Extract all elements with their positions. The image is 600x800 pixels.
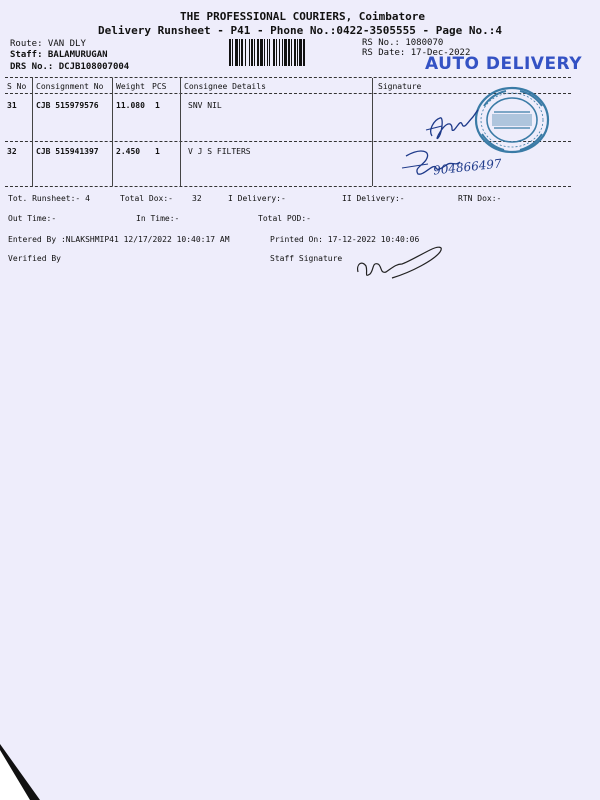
row-sno: 32 — [7, 147, 17, 156]
col-header-weight: Weight — [116, 82, 145, 91]
col-header-signature: Signature — [378, 82, 422, 91]
column-rule — [372, 78, 373, 186]
row-pcs: 1 — [155, 101, 160, 110]
row-consignment: CJB 515979576 — [36, 101, 99, 110]
total-dox-value: 32 — [192, 194, 202, 203]
verified-by: Verified By — [8, 254, 61, 263]
column-rule — [32, 78, 33, 186]
auto-delivery-stamp: AUTO DELIVERY — [425, 54, 583, 74]
divider — [5, 186, 571, 187]
staff-label: Staff: BALAMURUGAN — [10, 50, 108, 60]
staff-signature — [352, 242, 452, 284]
barcode — [229, 39, 351, 66]
rs-date: RS Date: 17-Dec-2022 — [362, 48, 471, 58]
column-rule — [180, 78, 181, 186]
col-header-consignment: Consignment No — [36, 82, 104, 91]
row-consignment: CJB 515941397 — [36, 147, 99, 156]
route-label: Route: VAN DLY — [10, 39, 86, 49]
entered-by: Entered By :NLAKSHMIP41 12/17/2022 10:40:17 AM — [8, 235, 230, 244]
return-dox: RTN Dox:- — [458, 194, 502, 203]
drs-label: DRS No.: DCJB108007004 — [10, 62, 130, 72]
total-dox-label: Total Dox:- — [120, 194, 173, 203]
col-header-consignee: Consignee Details — [184, 82, 266, 91]
row-pcs: 1 — [155, 147, 160, 156]
col-header-sno: S No — [7, 82, 27, 91]
row-consignee: SNV NIL — [188, 101, 222, 110]
consignee-signature-1 — [420, 106, 500, 146]
divider — [5, 77, 571, 78]
row-sno: 31 — [7, 101, 17, 110]
runsheet-title: Delivery Runsheet - P41 - Phone No.:0422-3505555 - Page No.:4 — [98, 24, 502, 37]
row-weight: 11.080 — [116, 101, 145, 110]
row-consignee: V J S FILTERS — [188, 147, 251, 156]
column-rule — [112, 78, 113, 186]
handwritten-phone: 904866497 — [432, 156, 503, 178]
second-delivery: II Delivery:- — [342, 194, 405, 203]
row-weight: 2.450 — [116, 147, 141, 156]
out-time: Out Time:- — [8, 214, 57, 223]
printed-on: Printed On: 17-12-2022 10:40:06 — [270, 235, 420, 244]
in-time: In Time:- — [136, 214, 180, 223]
rs-number: RS No.: 1080070 — [362, 38, 444, 48]
staff-signature-label: Staff Signature — [270, 254, 343, 263]
page-corner — [0, 744, 40, 800]
company-title: THE PROFESSIONAL COURIERS, Coimbatore — [180, 10, 426, 23]
col-header-pcs: PCS — [152, 82, 167, 91]
total-runsheet: Tot. Runsheet:- 4 — [8, 194, 90, 203]
first-delivery: I Delivery:- — [228, 194, 286, 203]
total-pod: Total POD:- — [258, 214, 311, 223]
